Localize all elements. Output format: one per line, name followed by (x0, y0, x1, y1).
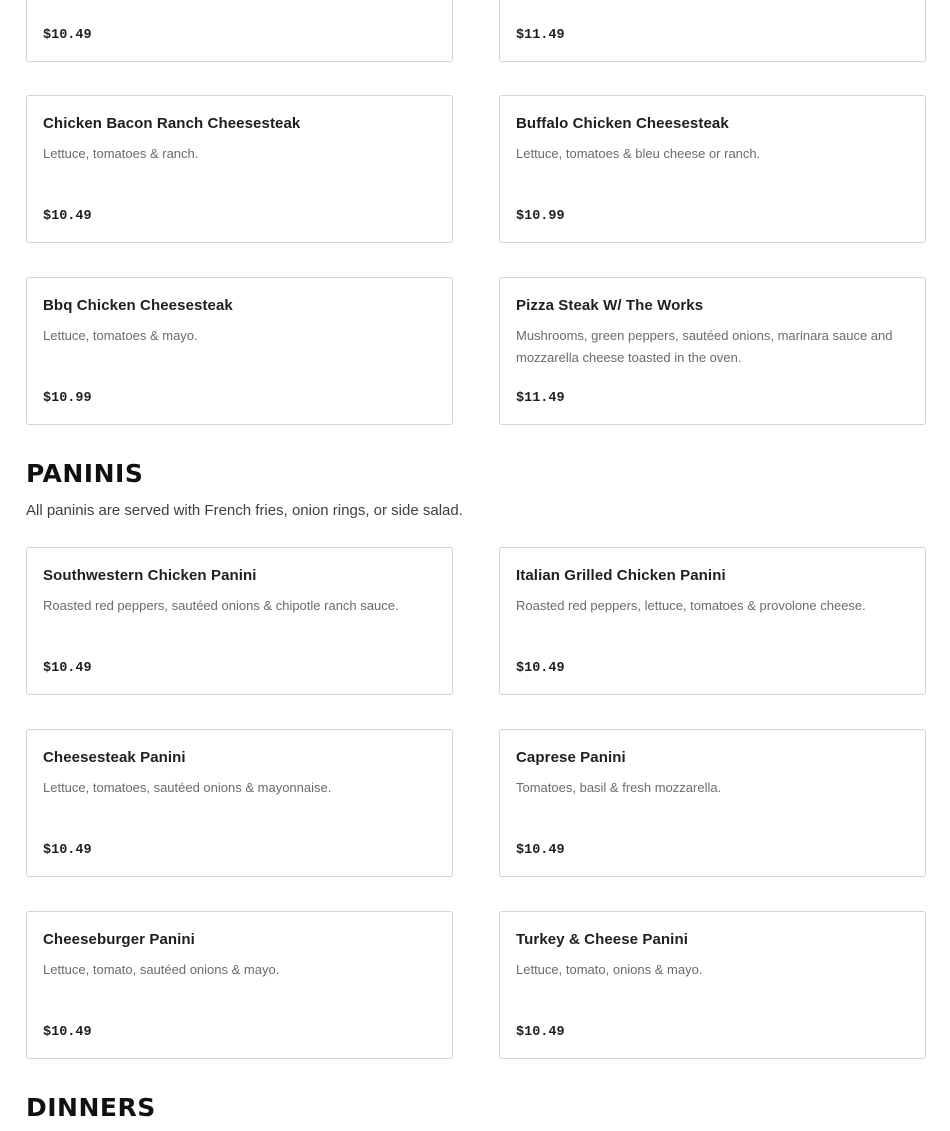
section-title-paninis: PANINIS (26, 459, 144, 488)
item-name: Chicken Bacon Ranch Cheesesteak (43, 115, 301, 132)
menu-item-card[interactable] (499, 277, 926, 425)
item-price: $11.49 (516, 391, 565, 406)
item-price: $10.49 (43, 661, 92, 676)
item-description: Roasted red peppers, sautéed onions & chipotle ranch sauce. (43, 598, 399, 613)
menu-item-card[interactable] (26, 729, 453, 877)
item-price: $10.99 (43, 391, 92, 406)
item-name: Cheeseburger Panini (43, 931, 195, 948)
item-name: Cheesesteak Panini (43, 749, 186, 766)
item-price: $10.99 (516, 209, 565, 224)
item-price: $10.49 (43, 843, 92, 858)
item-price: $10.49 (43, 28, 92, 43)
menu-item-card[interactable] (26, 547, 453, 695)
item-name: Caprese Panini (516, 749, 626, 766)
item-name: Turkey & Cheese Panini (516, 931, 688, 948)
item-description: Lettuce, tomatoes & ranch. (43, 146, 199, 161)
menu-item-card[interactable] (499, 95, 926, 243)
section-note: All paninis are served with French fries, onion rings, or side salad. (26, 502, 463, 519)
menu-item-card[interactable] (26, 911, 453, 1059)
item-name: Southwestern Chicken Panini (43, 567, 257, 584)
menu-item-card[interactable] (499, 0, 926, 62)
menu-item-card[interactable] (26, 277, 453, 425)
menu-item-card[interactable] (26, 95, 453, 243)
item-name: Pizza Steak W/ The Works (516, 297, 704, 314)
menu-item-card[interactable] (499, 547, 926, 695)
section-title-dinners: DINNERS (26, 1093, 156, 1122)
item-description: Lettuce, tomatoes & bleu cheese or ranch. (516, 146, 761, 161)
item-price: $10.49 (516, 1025, 565, 1040)
item-price: $10.49 (43, 209, 92, 224)
item-description: Lettuce, tomatoes & mayo. (43, 328, 198, 343)
menu-item-card[interactable] (499, 911, 926, 1059)
item-price: $10.49 (516, 661, 565, 676)
menu-item-card[interactable] (26, 0, 453, 62)
menu-item-card[interactable] (499, 729, 926, 877)
item-description: Mushrooms, green peppers, sautéed onions, marinara sauce and mozzarella cheese toasted in the oven. (516, 328, 893, 365)
item-description: Lettuce, tomato, sautéed onions & mayo. (43, 962, 280, 977)
item-name: Bbq Chicken Cheesesteak (43, 297, 233, 314)
item-name: Buffalo Chicken Cheesesteak (516, 115, 729, 132)
item-description: Lettuce, tomato, onions & mayo. (516, 962, 703, 977)
item-price: $11.49 (516, 28, 565, 43)
item-description: Tomatoes, basil & fresh mozzarella. (516, 780, 722, 795)
item-description: Roasted red peppers, lettuce, tomatoes & provolone cheese. (516, 598, 866, 613)
item-price: $10.49 (43, 1025, 92, 1040)
item-description: Lettuce, tomatoes, sautéed onions & mayonnaise. (43, 780, 332, 795)
item-name: Italian Grilled Chicken Panini (516, 567, 726, 584)
item-price: $10.49 (516, 843, 565, 858)
